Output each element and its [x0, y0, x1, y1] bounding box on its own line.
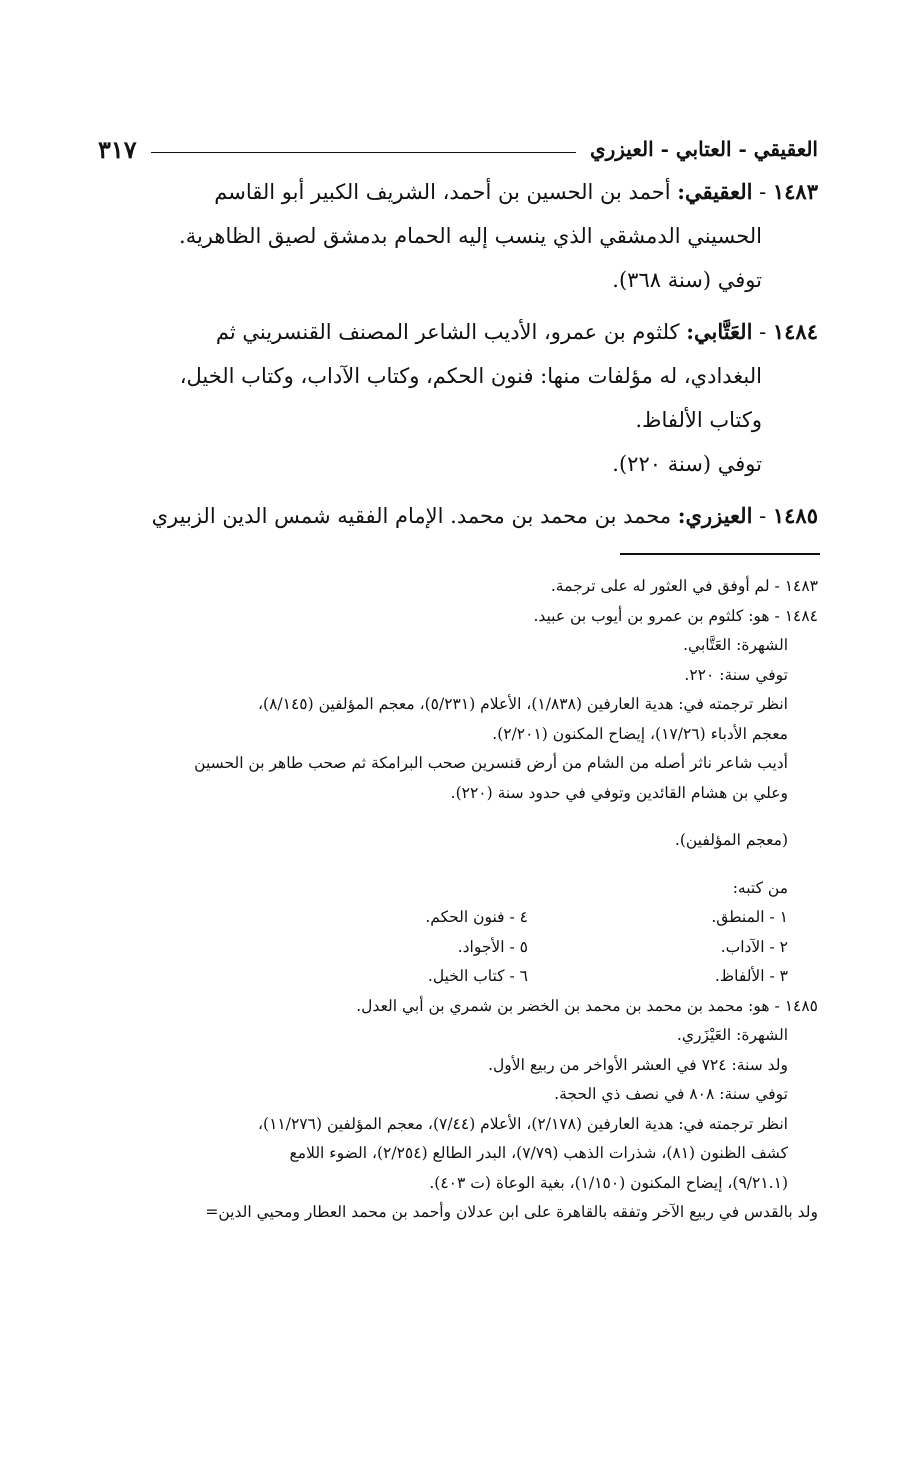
- entry-text: كلثوم بن عمرو، الأديب الشاعر المصنف القنسريني ثم: [215, 320, 680, 344]
- entry-number: ١٤٨٤: [772, 319, 818, 344]
- footnote-line: (٩/٢١.١)، إيضاح المكنون (١/١٥٠)، بغية الوعاة (ت ٤٠٣).: [429, 1173, 788, 1192]
- entry-line: ١٤٨٣ - العقيقي: أحمد بن الحسين بن أحمد، الشريف الكبير أبو القاسم: [214, 179, 818, 204]
- entry-1485: [98, 494, 818, 538]
- footnote-line: وعلي بن هشام القائدين وتوفي في حدود سنة (٢٢٠).: [450, 783, 788, 802]
- footnote-1483: ١٤٨٣ - لم أوفق في العثور له على ترجمة.: [550, 577, 818, 595]
- book-item: ٤ - فنون الحكم.: [425, 908, 528, 926]
- books-list: [98, 903, 818, 992]
- footnote-line: انظر ترجمته في: هدية العارفين (٢/١٧٨)، الأعلام (٧/٤٤)، معجم المؤلفين (١١/٢٧٦)،: [258, 1114, 788, 1133]
- entry-line: توفي (سنة ٣٦٨).: [612, 268, 762, 292]
- entry-line: ١٤٨٤ - العَتَّابي: كلثوم بن عمرو، الأديب الشاعر المصنف القنسريني ثم: [215, 319, 818, 344]
- entry-name: العقيقي:: [677, 179, 753, 204]
- book-item: ٢ - الآداب.: [720, 937, 788, 956]
- spacer: [98, 856, 818, 874]
- entry-1484: [98, 310, 818, 486]
- running-title: العقيقي - العتابي - العيزري: [589, 137, 818, 161]
- footnote-line: أديب شاعر ناثر أصله من الشام من أرض قنسرين صحب البرامكة ثم صحب طاهر بن الحسين: [194, 754, 788, 772]
- footnotes: [98, 572, 818, 1228]
- footnote-line: ولد سنة: ٧٢٤ في العشر الأواخر من ربيع الأول.: [488, 1055, 788, 1074]
- footnote-line: الشهرة: العَيْزَري.: [676, 1026, 788, 1044]
- entry-name: العَتَّابي:: [686, 319, 753, 344]
- footnote-line: توفي سنة: ٨٠٨ في نصف ذي الحجة.: [554, 1085, 788, 1103]
- entry-line: توفي (سنة ٢٢٠).: [612, 452, 762, 476]
- spacer: [98, 808, 818, 826]
- entry-text: أحمد بن الحسين بن أحمد، الشريف الكبير أبو القاسم: [214, 180, 671, 204]
- header-rule: [151, 152, 576, 153]
- entry-line: الحسيني الدمشقي الذي ينسب إليه الحمام بدمشق لصيق الظاهرية.: [179, 224, 762, 248]
- entry-text: محمد بن محمد بن محمد. الإمام الفقيه شمس الدين الزبيري: [151, 504, 672, 528]
- footnote-source: (معجم المؤلفين).: [674, 831, 788, 849]
- entry-line: ١٤٨٥ - العيزري: محمد بن محمد بن محمد. الإمام الفقيه شمس الدين الزبيري: [151, 503, 818, 528]
- book-item: ١ - المنطق.: [711, 908, 788, 926]
- footnote-1485: ١٤٨٥ - هو: محمد بن محمد بن محمد بن الخضر بن شمري بن أبي العدل.: [356, 996, 818, 1015]
- entry-number: ١٤٨٣: [772, 179, 818, 204]
- book-item: ٥ - الأجواد.: [457, 937, 528, 956]
- footnote-line: ولد بالقدس في ربيع الآخر وتفقه بالقاهرة على ابن عدلان وأحمد بن محمد العطار ومحيي الدين=: [205, 1203, 818, 1221]
- entry-name: العيزري:: [677, 503, 753, 528]
- footnote-line: توفي سنة: ٢٢٠.: [684, 665, 788, 684]
- footnote-separator: [620, 553, 820, 555]
- book-item: ٣ - الألفاظ.: [714, 967, 788, 985]
- entry-line: البغدادي، له مؤلفات منها: فنون الحكم، وكتاب الآداب، وكتاب الخيل،: [179, 364, 762, 388]
- page-number: ٣١٧: [98, 134, 137, 164]
- book-item: ٦ - كتاب الخيل.: [427, 967, 528, 985]
- entry-line: وكتاب الألفاظ.: [635, 408, 762, 432]
- entry-number: ١٤٨٥: [772, 503, 818, 528]
- footnote-line: انظر ترجمته في: هدية العارفين (١/٨٣٨)، الأعلام (٥/٢٣١)، معجم المؤلفين (٨/١٤٥)،: [258, 695, 788, 713]
- footnote-line: كشف الظنون (٨١)، شذرات الذهب (٧/٧٩)، البدر الطالع (٢/٢٥٤)، الضوء اللامع: [289, 1144, 788, 1162]
- page-header: [98, 132, 818, 166]
- main-text: [98, 170, 818, 546]
- books-label: من كتبه:: [732, 878, 788, 897]
- footnote-line: الشهرة: العَتَّابي.: [683, 636, 788, 654]
- entry-1483: [98, 170, 818, 302]
- footnote-line: معجم الأدباء (١٧/٢٦)، إيضاح المكنون (٢/٢٠١).: [492, 724, 788, 743]
- footnote-1484: ١٤٨٤ - هو: كلثوم بن عمرو بن أيوب بن عبيد.: [533, 606, 818, 625]
